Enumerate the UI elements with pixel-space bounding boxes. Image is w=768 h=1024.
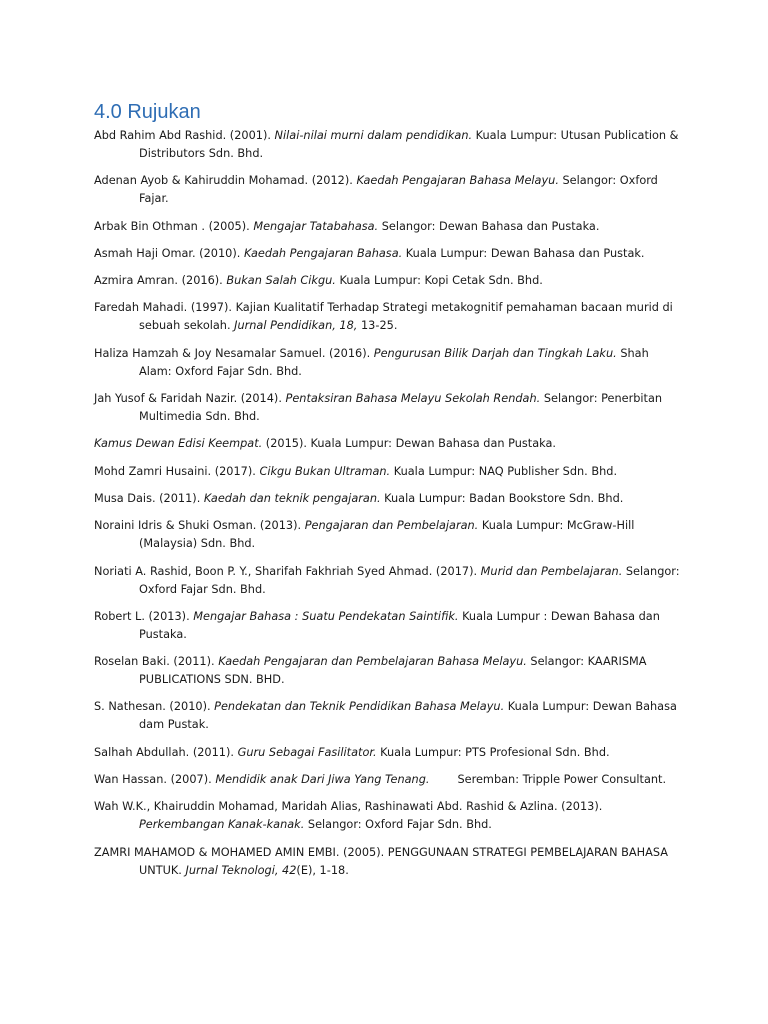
reference-publisher: Seremban: Tripple Power Consultant. [457,773,667,787]
reference-entry [94,435,684,453]
reference-entry [94,563,684,599]
reference-text: Azmira Amran. (2016). [94,274,227,288]
reference-text: Asmah Haji Omar. (2010). [94,246,244,260]
reference-title: Kaedah Pengajaran dan Pembelajaran Bahasa Melayu. [218,655,527,669]
section-heading: 4.0 Rujukan [94,101,201,123]
reference-text: Roselan Baki. (2011). [94,655,219,669]
reference-entry [94,299,684,335]
reference-publisher: Selangor: Penerbitan Multimedia Sdn. Bhd. [139,392,663,424]
reference-entry [94,517,684,553]
reference-publisher: (E), 1-18. [296,863,349,877]
reference-publisher: Kuala Lumpur : Dewan Bahasa dan Pustaka. [139,609,660,641]
reference-publisher: Kuala Lumpur: NAQ Publisher Sdn. Bhd. [390,464,618,478]
reference-title: Pendekatan dan Teknik Pendidikan Bahasa Melayu. [214,700,505,714]
reference-publisher: Selangor: Oxford Fajar. [139,174,658,206]
reference-title: Jurnal Teknologi, 42 [185,863,297,877]
reference-publisher: Selangor: KAARISMA PUBLICATIONS SDN. BHD. [139,655,647,687]
reference-title: Mengajar Bahasa : Suatu Pendekatan Saintifik. [193,609,459,623]
reference-title: Mengajar Tatabahasa. [253,219,379,233]
reference-publisher: Kuala Lumpur: McGraw-Hill (Malaysia) Sdn. Bhd. [139,519,635,551]
reference-text: Haliza Hamzah & Joy Nesamalar Samuel. (2016). [94,346,374,360]
reference-entry [94,218,684,236]
reference-text: Abd Rahim Abd Rashid. (2001). [94,129,275,142]
reference-text: Adenan Ayob & Kahiruddin Mohamad. (2012). [94,174,357,188]
reference-title: Kaedah dan teknik pengajaran. [203,491,381,505]
reference-title: Cikgu Bukan Ultraman. [259,464,391,478]
reference-title: Murid dan Pembelajaran. [480,564,623,578]
reference-title: Jurnal Pendidikan, 18, [234,319,358,333]
reference-text: Musa Dais. (2011). [94,491,204,505]
reference-entry [94,172,684,208]
reference-text: Arbak Bin Othman . (2005). [94,219,254,233]
reference-entry [94,653,684,689]
reference-entry [94,127,684,163]
reference-text: Noriati A. Rashid, Boon P. Y., Sharifah Fakhriah Syed Ahmad. (2017). [94,564,481,578]
reference-text: Mohd Zamri Husaini. (2017). [94,464,260,478]
reference-entry [94,744,684,762]
reference-text: Noraini Idris & Shuki Osman. (2013). [94,519,305,533]
reference-text: Salhah Abdullah. (2011). [94,745,238,759]
reference-text: Jah Yusof & Faridah Nazir. (2014). [94,392,286,406]
reference-title: Pengajaran dan Pembelajaran. [304,519,479,533]
reference-publisher: Kuala Lumpur: Badan Bookstore Sdn. Bhd. [380,491,624,505]
reference-publisher: Selangor: Dewan Bahasa dan Pustaka. [378,219,600,233]
reference-entry [94,844,684,880]
reference-title: Kamus Dewan Edisi Keempat. [94,437,263,451]
reference-publisher: Kuala Lumpur: Dewan Bahasa dam Pustak. [139,700,677,732]
reference-title: Kaedah Pengajaran Bahasa. [243,246,403,260]
reference-publisher: Kuala Lumpur: Utusan Publication & Distributors Sdn. Bhd. [139,129,679,160]
reference-title: Nilai-nilai murni dalam pendidikan. [274,129,473,142]
reference-text: Wan Hassan. (2007). [94,773,216,787]
reference-publisher: Selangor: Oxford Fajar Sdn. Bhd. [139,564,680,596]
reference-title: Pengurusan Bilik Darjah dan Tingkah Laku. [373,346,617,360]
document-page [94,101,684,889]
reference-text: Robert L. (2013). [94,609,194,623]
reference-entry [94,463,684,481]
reference-title: Guru Sebagai Fasilitator. [237,745,377,759]
reference-title: Kaedah Pengajaran Bahasa Melayu. [356,174,559,188]
reference-text: ZAMRI MAHAMOD & MOHAMED AMIN EMBI. (2005). PENGGUNAAN STRATEGI PEMBELAJARAN BAHASA UNTUK. [94,845,668,877]
reference-publisher: Kuala Lumpur: Dewan Bahasa dan Pustak. [402,246,645,260]
reference-publisher: Shah Alam: Oxford Fajar Sdn. Bhd. [139,346,649,378]
reference-entry [94,608,684,644]
reference-title: Perkembangan Kanak-kanak. [139,818,305,832]
reference-list [94,127,684,880]
reference-entry [94,490,684,508]
reference-text: Faredah Mahadi. (1997). Kajian Kualitatif Terhadap Strategi metakognitif pemahaman bacaan murid di sebuah sekolah. [94,301,673,333]
reference-entry [94,698,684,734]
reference-entry [94,390,684,426]
reference-entry [94,771,684,789]
reference-publisher: (2015). Kuala Lumpur: Dewan Bahasa dan Pustaka. [262,437,556,451]
reference-publisher: Selangor: Oxford Fajar Sdn. Bhd. [304,818,492,832]
reference-entry [94,245,684,263]
reference-publisher: 13-25. [357,319,398,333]
reference-publisher: Kuala Lumpur: PTS Profesional Sdn. Bhd. [376,745,610,759]
reference-entry [94,272,684,290]
reference-entry [94,798,684,834]
reference-title: Bukan Salah Cikgu. [226,274,336,288]
reference-publisher: Kuala Lumpur: Kopi Cetak Sdn. Bhd. [335,274,543,288]
reference-text: Wah W.K., Khairuddin Mohamad, Maridah Alias, Rashinawati Abd. Rashid & Azlina. (2013). [94,800,603,814]
reference-title: Pentaksiran Bahasa Melayu Sekolah Rendah. [285,392,541,406]
reference-entry [94,345,684,381]
reference-title: Mendidik anak Dari Jiwa Yang Tenang. [215,773,430,787]
reference-text: S. Nathesan. (2010). [94,700,215,714]
